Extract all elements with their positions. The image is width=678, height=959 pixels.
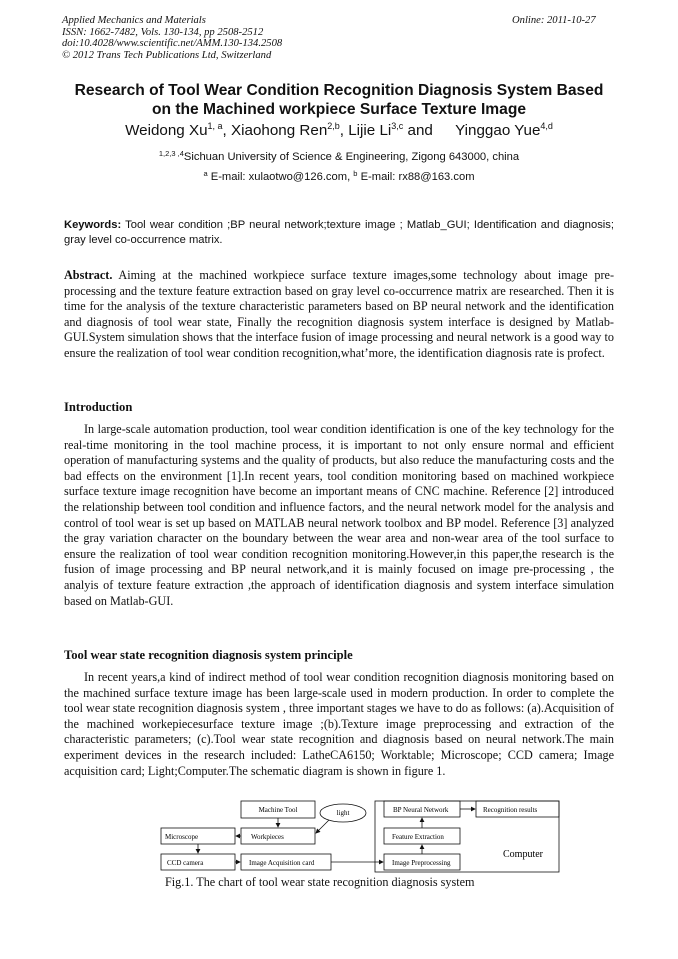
journal-header bbox=[62, 15, 282, 61]
email-b: E-mail: rx88@163.com bbox=[357, 171, 475, 183]
affiliation-text: Sichuan University of Science & Engineering, Zigong 643000, china bbox=[183, 151, 520, 163]
label-light: light bbox=[336, 809, 350, 817]
section-heading-principle: Tool wear state recognition diagnosis system principle bbox=[64, 648, 353, 662]
figure-1-diagram bbox=[155, 799, 563, 873]
author-sup: 3,c bbox=[391, 121, 404, 131]
keywords-text: Tool wear condition ;BP neural network;texture image ; Matlab_GUI; Identification and diagnosis; gray level co-occurrence matrix. bbox=[64, 219, 614, 246]
section-heading-introduction: Introduction bbox=[64, 400, 133, 414]
email-a: E-mail: xulaotwo@126.com, bbox=[207, 171, 354, 183]
label-acquisition-card: Image Acquisition card bbox=[249, 859, 315, 867]
email-sup-a: a bbox=[203, 169, 208, 178]
author-separator: , bbox=[339, 122, 349, 139]
label-ccd-camera: CCD camera bbox=[167, 859, 204, 867]
author-name: Weidong Xu bbox=[125, 122, 208, 139]
author-sup: 2,b bbox=[327, 121, 340, 131]
paper-title bbox=[40, 82, 638, 119]
affiliation bbox=[40, 149, 638, 163]
online-date: Online: 2011-10-27 bbox=[512, 15, 596, 26]
label-computer: Computer bbox=[503, 849, 543, 860]
author-name: Yinggao Yue bbox=[455, 122, 541, 139]
abstract-label: Abstract. bbox=[64, 268, 113, 282]
title-line-1: Research of Tool Wear Condition Recognition Diagnosis System Based bbox=[74, 82, 604, 99]
author-separator: and bbox=[403, 122, 438, 139]
author-name: Lijie Li bbox=[348, 122, 392, 139]
principle-paragraph: In recent years,a kind of indirect method of tool wear condition recognition diagnosis monitoring based on the machined surface texture image has been large-scale used in modern production. In order to complete the tool wear state recognition diagnosis system , three important stages we have to do as follows: (a).Acquisition of the machined workepiecesurface texture image ;(b).Texture image preprocessing and extraction of the characteristic parameters; (c).Tool wear state recognition and diagnosis based on neural network.The main experiment devices in the research included: LatheCA6150; Worktable; Microscope; CCD camera; Image acquisition card; Light;Computer.The schematic diagram is shown in figure 1. bbox=[64, 670, 614, 778]
affiliation-sup: 1,2,3 ,4 bbox=[158, 149, 184, 158]
author-list bbox=[40, 121, 638, 139]
label-recognition-results: Recognition results bbox=[483, 806, 538, 814]
keywords-label: Keywords: bbox=[64, 219, 122, 231]
email-sup-b: b bbox=[353, 169, 358, 178]
figure-caption: Fig.1. The chart of tool wear state recognition diagnosis system bbox=[165, 875, 475, 889]
abstract-text: Aiming at the machined workpiece surface texture images,some technology about image pre-processing and the texture feature extraction based on gray level co-occurrence matrix are researched. Then it is time for the analysis of the texture characteristic parameters based on BP neural network and the identification and diagnosis of tool wear state, Finally the recognition diagnosis system interface is designed by Matlab-GUI.System simulation shows that the interface fusion of image processing and neural network is a good way to ensure the realization of tool wear condition recognition,what’more, the identification diagnosis rate is profect. bbox=[64, 268, 614, 360]
label-machine-tool: Machine Tool bbox=[258, 806, 298, 814]
author-sup: 1, a bbox=[207, 121, 223, 131]
introduction-paragraph: In large-scale automation production, tool wear condition identification is one of the key technology for the real-time monitoring in the tool machine process, it is important to not only ensure normal and efficient operation of manufacturing systems and the quality of products, but also reduce the manufacturing costs and the bad effects on the environment [1].In recent years, tool condition monitoring based on machined workpiece surface texture image recognition have become an important means of CNC machine. Reference [2] introduced the relationship between tool condition and influence factors, and the neural network model for the analysis and control of tool wear is set up based on MATLAB neural network toolbox and BP model. Reference [3] analyzed the gray variation character on the boundary between the wear area and non-wear area of the tool surface to ensure the realization of tool wear condition recognition monitoring.However,in this paper,the research is the fusion of image processing and BP neural network,and it is mainly focused on image pre-processing , the analyis of texture feature extraction ,the approach of identification diagnosis and system interface simulation based on Matlab-GUI. bbox=[64, 422, 614, 608]
title-line-2: on the Machined workpiece Surface Texture Image bbox=[151, 100, 527, 118]
label-feature-extraction: Feature Extraction bbox=[392, 833, 444, 841]
keywords bbox=[64, 218, 614, 248]
label-bp-network: BP Neural Network bbox=[393, 806, 449, 814]
arrow-light-to-workpiece bbox=[316, 820, 329, 833]
journal-name: Applied Mechanics and Materials bbox=[62, 15, 206, 26]
copyright-line: © 2012 Trans Tech Publications Ltd, Switzerland bbox=[62, 49, 272, 61]
label-image-preprocessing: Image Preprocessing bbox=[392, 859, 451, 867]
author-separator: , bbox=[222, 122, 231, 139]
label-microscope: Microscope bbox=[165, 833, 199, 841]
label-workpieces: Workpieces bbox=[251, 833, 284, 841]
author-name: Xiaohong Ren bbox=[231, 122, 328, 139]
email-line bbox=[40, 169, 638, 183]
doi-line: doi:10.4028/www.scientific.net/AMM.130-134.2508 bbox=[62, 38, 283, 50]
author-sup: 4,d bbox=[540, 121, 553, 131]
abstract bbox=[64, 268, 614, 362]
issn-line: ISSN: 1662-7482, Vols. 130-134, pp 2508-2512 bbox=[62, 26, 264, 38]
